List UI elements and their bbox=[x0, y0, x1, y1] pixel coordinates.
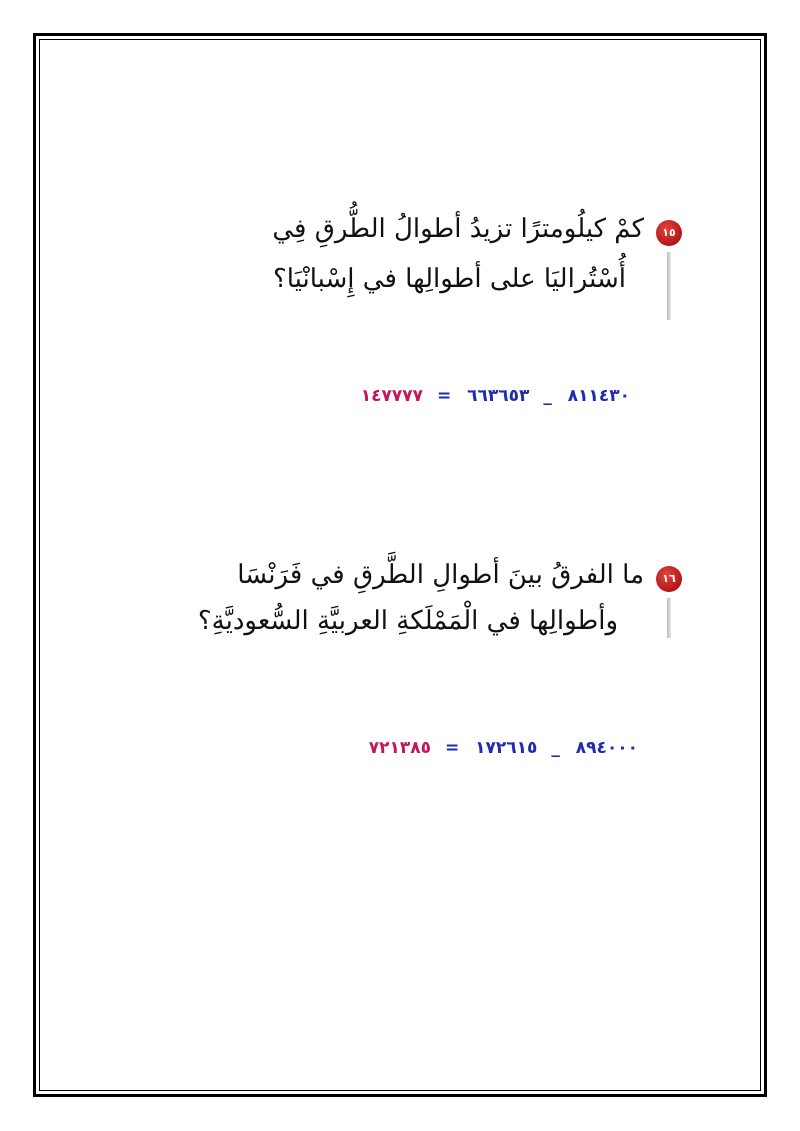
question-text-line-2: وأطوالِها في الْمَمْلَكةِ العربيَّةِ السُّعوديَّةِ؟ bbox=[197, 606, 618, 636]
question-number-badge: ١٦ bbox=[656, 566, 682, 592]
equation-minuend: ٨٩٤٠٠٠ bbox=[575, 738, 638, 758]
equation-result: ١٤٧٧٧٧ bbox=[360, 386, 424, 406]
question-text-line-1: ما الفرقُ بينَ أطوالِ الطَّرقِ في فَرَنْسَا bbox=[237, 560, 644, 590]
equation-minuend: ٨١١٤٣٠ bbox=[567, 386, 630, 406]
answer-equation-15 bbox=[361, 386, 630, 406]
question-number-badge: ١٥ bbox=[656, 220, 682, 246]
question-text-line-2: أُسْتُراليَا على أطوالِها في إِسْبانْيَا؟ bbox=[272, 264, 626, 294]
question-pin-stem bbox=[667, 598, 671, 638]
equation-minus-sign: _ bbox=[551, 738, 562, 758]
equation-result: ٧٢١٣٨٥ bbox=[368, 738, 432, 758]
question-15 bbox=[212, 212, 682, 322]
equation-equals-sign: = bbox=[436, 386, 454, 406]
equation-subtrahend: ١٧٢٦١٥ bbox=[475, 738, 538, 758]
equation-minus-sign: _ bbox=[543, 386, 554, 406]
answer-equation-16 bbox=[369, 738, 638, 758]
equation-equals-sign: = bbox=[444, 738, 462, 758]
question-16 bbox=[192, 558, 682, 658]
equation-subtrahend: ٦٦٣٦٥٣ bbox=[467, 386, 530, 406]
question-pin-stem bbox=[667, 252, 671, 320]
question-text-line-1: كمْ كيلُومترًا تزيدُ أطوالُ الطُّرقِ فِي bbox=[272, 214, 644, 244]
